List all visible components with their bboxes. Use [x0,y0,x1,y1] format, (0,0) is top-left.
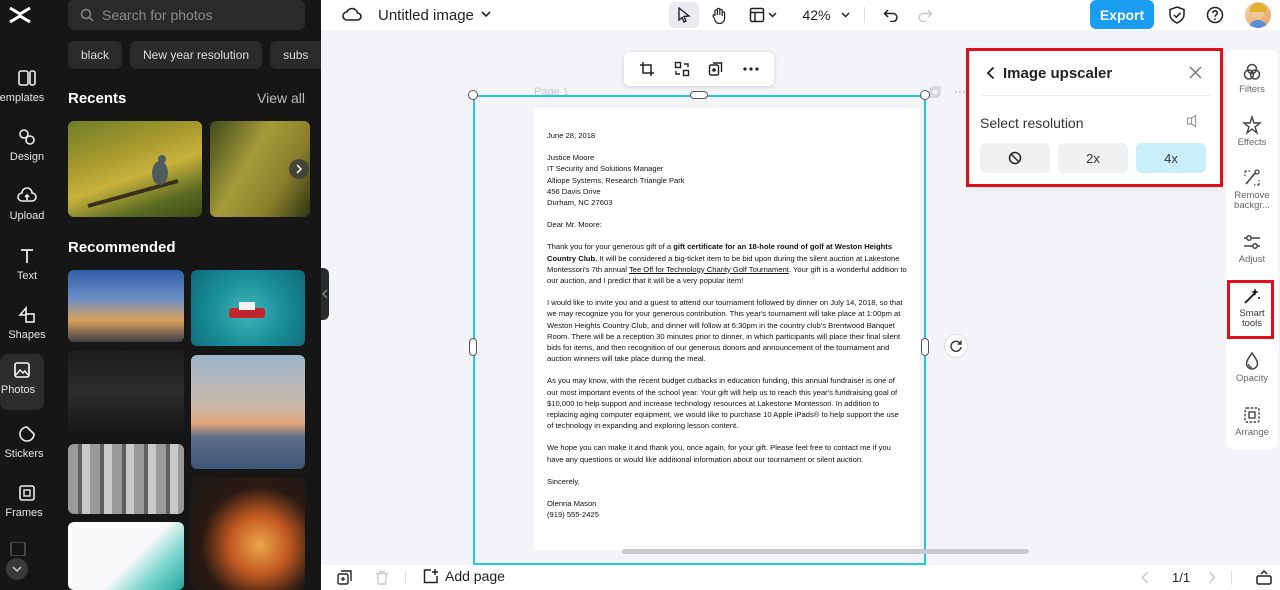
document-title[interactable]: Untitled image [378,7,474,24]
letter-paragraph-4: We hope you can make it and thank you, once again, for your gift. Please feel free to contact me if you have any questions or would like additional information about our tournament or silent auction. [547,443,891,464]
panel-collapse-handle[interactable] [321,268,329,320]
rail-item-filters[interactable] [1226,62,1278,95]
letter-signer: Olenna Mason [547,499,597,509]
arrange-icon [1242,405,1262,425]
photos-panel [54,0,321,590]
photo-city-skyline[interactable] [68,270,184,342]
chip-subs[interactable]: subs [270,41,321,69]
text-run: Thank you for your generous gift of a [547,242,674,252]
remove-background-icon [1242,168,1262,188]
page-label: Page 1 [534,86,569,98]
address-line: 456 Davis Drive [547,186,601,196]
address-line: Durham, NC 27603 [547,198,613,208]
capcut-logo-icon[interactable] [8,4,32,26]
more-options-icon[interactable] [743,67,759,71]
recent-photo-heron[interactable] [68,121,202,217]
left-rail [0,0,54,590]
rail-item-upload[interactable] [0,180,54,232]
title-menu-chevron-icon[interactable] [481,11,491,18]
rotate-icon [949,339,963,353]
bottom-divider [405,571,406,585]
suggestion-chips [68,41,321,69]
rail-item-remove-background[interactable] [1226,168,1278,211]
trash-icon[interactable] [375,570,389,585]
rail-item-label: Stickers [4,448,44,460]
chevron-down-icon [841,12,850,18]
toolbar-divider [864,7,865,23]
rail-item-label: Adjust [1238,254,1266,265]
templates-icon [17,68,37,88]
letter-date: June 28, 2018 [547,131,596,140]
rail-item-label: Shapes [8,329,46,341]
recents-title: Recents [68,90,127,107]
letter-salutation: Dear Mr. Moore: [547,220,602,230]
chevron-down-icon [12,566,22,572]
resolution-2x-button[interactable]: 2x [1058,143,1128,173]
page-more-icon[interactable]: ⋯ [954,85,966,99]
crop-icon[interactable] [639,61,655,77]
rail-item-effects[interactable] [1226,115,1278,148]
search-input[interactable] [68,0,305,30]
photo-new-york-skyline[interactable] [191,355,305,469]
photo-temple-pillars[interactable] [68,444,184,514]
resolution-none-button[interactable] [980,143,1050,173]
frames-icon [17,483,37,503]
rail-item-arrange[interactable] [1226,405,1278,438]
rail-item-frames[interactable] [0,477,54,529]
smart-tools-icon [1242,286,1262,306]
duplicate-page-icon[interactable] [929,86,941,98]
rail-item-templates[interactable] [0,62,54,114]
rail-item-label: Upload [9,210,45,222]
search-placeholder: Search for photos [102,7,213,23]
shapes-icon [17,305,37,325]
bottom-divider [1231,571,1232,585]
text-run: . Your gift is a wonderful addition to our auction, and I predict that it will be a very popular item! [547,264,907,286]
replace-icon[interactable] [674,61,690,77]
chevron-down-icon [768,12,777,18]
hand-icon [711,7,727,24]
rail-item-opacity[interactable] [1226,351,1278,384]
element-floating-toolbar [624,52,774,86]
add-page-label: Add page [445,568,505,584]
photo-teal-wave[interactable] [68,522,184,590]
letter-paragraph-3: As you may know, with the recent budget cutbacks in education funding, this annual fundraiser is one of our most important events of the school year. Your gift will help us to reach this year's fundraising goal of $10,000 to help support and increase technology resources at Lakestone Montessori. In addition to replacing aging computer equipment, we would like to purchase 10 Apple iPads® to help support the use of technology in expanding and exploring lesson content. [547,376,899,431]
avatar-face-image [1245,2,1271,28]
undo-icon [883,8,899,22]
back-chevron-icon[interactable] [986,66,995,80]
letter-closing: Sincerely, [547,476,580,486]
address-line: Alliope Systems, Research Triangle Park [547,175,685,185]
photos-icon [12,360,32,380]
selection-frame [473,95,926,565]
letter-phone: (919) 555-2425 [547,510,599,520]
chip-black[interactable]: black [68,41,122,69]
zoom-dropdown[interactable] [797,2,855,28]
add-page-icon [423,568,439,584]
chip-new-year-resolution[interactable]: New year resolution [130,41,262,69]
select-resolution-label: Select resolution [980,115,1084,131]
stickers-icon [17,424,37,444]
photo-ramen-bowl[interactable] [191,477,305,590]
redo-button[interactable] [913,2,937,28]
opacity-icon [1242,351,1262,371]
rail-item-label: Photos [0,384,36,396]
cloud-sync-icon[interactable] [342,6,362,22]
resize-handle-top-right[interactable] [920,90,930,100]
rail-expand-button[interactable] [6,558,28,580]
resize-handle-top[interactable] [690,91,708,99]
speaker-icon[interactable] [1186,114,1200,128]
rail-item-label: Filters [1239,84,1265,95]
heron-bird-image [68,121,202,217]
top-toolbar [321,0,1280,30]
rotate-button[interactable] [944,334,968,358]
none-icon [1008,151,1022,165]
view-all-link[interactable]: View all [257,90,305,106]
address-line: IT Security and Solutions Manager [547,164,664,174]
chevron-left-icon [322,289,328,299]
recommended-title: Recommended [68,239,176,256]
design-icon [17,127,37,147]
photo-dark-texture[interactable] [68,350,184,436]
image-upscaler-panel [970,50,1222,185]
resize-handle-right[interactable] [921,338,929,356]
page-panel-toggle-icon[interactable] [1256,570,1272,585]
boat-image [191,270,305,346]
rail-item-label: Text [16,270,38,282]
shield-button[interactable] [1166,2,1188,28]
resize-handle-left[interactable] [469,338,477,356]
resize-handle-top-left[interactable] [468,90,478,100]
effects-icon [1242,115,1262,135]
rail-item-design[interactable] [0,121,54,173]
rail-item-smart-tools[interactable] [1226,286,1278,329]
select-tool-button[interactable] [669,2,699,28]
rail-item-label: Opacity [1235,373,1269,384]
filters-icon [1242,62,1262,82]
rail-item-label: Effects [1237,137,1267,148]
rail-item-stickers[interactable] [0,418,54,470]
close-icon[interactable] [1189,66,1202,79]
undo-button[interactable] [879,2,903,28]
photo-boat-ocean[interactable] [191,270,305,346]
upload-icon [17,186,37,206]
right-tools-rail [1226,50,1278,450]
rail-item-adjust[interactable] [1226,232,1278,265]
rail-item-label: emplates [0,92,45,104]
search-icon [80,8,94,22]
panel-divider [982,95,1210,96]
bold-text-run: gift certificate for an 18-hole round of golf at Weston Heights Country Club. [547,242,893,263]
rail-item-label: Remove backgr... [1234,190,1270,211]
zoom-value: 42% [802,7,831,23]
rail-item-text[interactable] [0,240,54,292]
help-button[interactable] [1204,2,1226,28]
underlined-text-run: Tee Off for Technology Charity Golf Tournament [628,264,789,274]
layout-icon [749,7,765,23]
text-run: It will be considered a big-ticket item to be bid upon during the silent auction at Lakestone Montessori's 7th annual [547,253,900,274]
rail-item-shapes[interactable] [0,299,54,351]
hand-tool-button[interactable] [705,2,733,28]
copy-style-icon[interactable] [708,61,724,77]
more-apps-icon[interactable] [8,542,28,556]
redo-icon [917,8,933,22]
upscaler-title: Image upscaler [1003,65,1113,82]
rail-item-label: Frames [5,507,43,519]
duplicate-page-icon[interactable] [337,570,352,585]
help-icon [1206,6,1224,24]
adjust-icon [1242,232,1262,252]
horizontal-scrollbar[interactable] [622,549,1029,554]
user-avatar[interactable] [1245,2,1271,28]
rail-item-label: Smart tools [1239,308,1265,329]
pointer-icon [677,7,691,23]
chevron-right-icon [296,164,302,174]
rail-item-photos[interactable] [0,354,44,410]
recents-next-button[interactable] [289,159,309,179]
next-page-icon[interactable] [1208,571,1216,584]
address-line: Justice Moore [547,153,595,163]
add-page-button[interactable] [423,568,505,584]
page-counter: 1/1 [1172,570,1191,585]
previous-page-icon[interactable] [1141,571,1149,584]
text-icon [17,246,37,266]
layout-menu-button[interactable] [745,2,781,28]
letter-paragraph-2: I would like to invite you and a guest to attend our tournament followed by dinner on July 14, 2018, so that we may recognize you for your generous contribution. This year's tournament will take place at 1:00pm at Weston Heights Country Club, and dinner will follow at 6:30pm in the country club's Brentwood Banquet Room. There will be a reception 30 minutes prior to dinner, in which participants will place their final silent bids for items, and then recognition of our generous donors and announcement of the tournament and auction winners will take place during the meal. [547,298,903,364]
export-button[interactable]: Export [1090,0,1154,29]
rail-item-label: Design [9,151,45,163]
shield-icon [1169,6,1185,24]
resolution-4x-button[interactable]: 4x [1136,143,1206,173]
rail-item-label: Arrange [1235,427,1269,438]
bottom-toolbar [321,565,1280,590]
